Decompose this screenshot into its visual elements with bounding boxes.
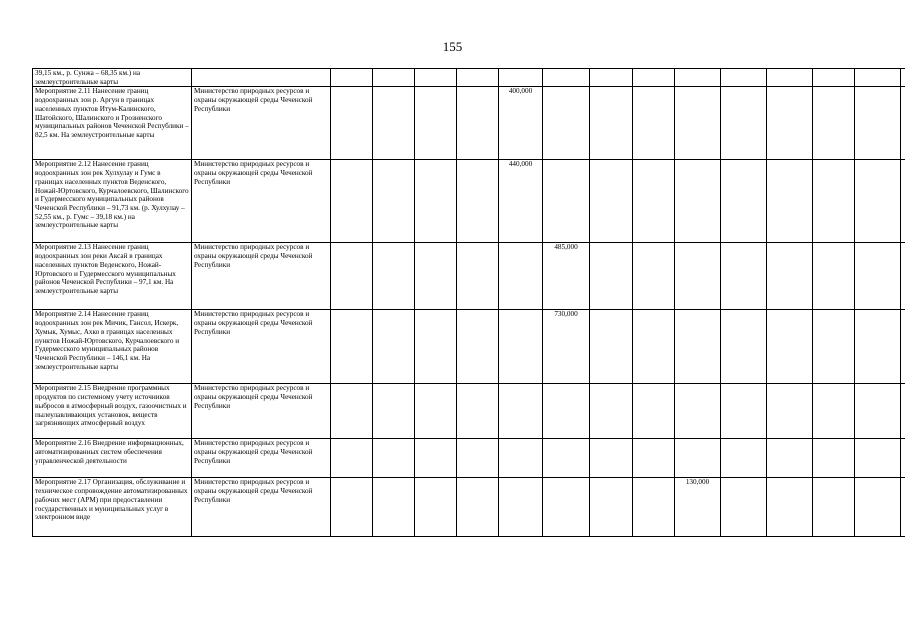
measure-description-cell: Мероприятие 2.14 Нанесение границ водоохранных зон рек Мичик, Гансол, Искерк, Хумык, Хумыс, Ахко в границах населенных пунктов Ножай-Юртовского, Курчалоевского и Гудермесского муниципальных районов Чеченской Республики – 146,1 км. На землеустроительные карты bbox=[33, 310, 192, 384]
funding-value-cell bbox=[331, 439, 373, 478]
funding-value-cell bbox=[721, 310, 767, 384]
funding-value-cell bbox=[543, 384, 590, 439]
table-row bbox=[33, 384, 905, 439]
table-row bbox=[33, 87, 905, 160]
funding-value-cell bbox=[813, 87, 855, 160]
funding-value-cell: 130,000 bbox=[675, 478, 721, 537]
responsible-executor-cell bbox=[192, 69, 331, 87]
funding-value-cell bbox=[373, 478, 415, 537]
funding-value-cell bbox=[415, 310, 457, 384]
funding-value-cell bbox=[415, 69, 457, 87]
funding-value-cell bbox=[633, 243, 675, 310]
table-row bbox=[33, 160, 905, 243]
funding-value-cell bbox=[415, 384, 457, 439]
funding-value-cell bbox=[721, 478, 767, 537]
funding-value-cell bbox=[457, 87, 499, 160]
funding-value-cell bbox=[415, 87, 457, 160]
funding-value-cell bbox=[331, 69, 373, 87]
funding-value-cell bbox=[373, 243, 415, 310]
funding-value-cell: 440,000 bbox=[499, 160, 543, 243]
funding-value-cell bbox=[457, 160, 499, 243]
funding-value-cell bbox=[499, 439, 543, 478]
funding-value-cell bbox=[415, 478, 457, 537]
funding-value-cell bbox=[767, 160, 813, 243]
funding-value-cell bbox=[813, 69, 855, 87]
funding-value-cell bbox=[590, 87, 633, 160]
funding-value-cell bbox=[457, 384, 499, 439]
funding-value-cell bbox=[373, 310, 415, 384]
funding-value-cell bbox=[543, 160, 590, 243]
funding-value-cell bbox=[813, 478, 855, 537]
funding-value-cell bbox=[457, 478, 499, 537]
table-body bbox=[33, 69, 905, 537]
funding-value-cell bbox=[590, 160, 633, 243]
measure-description-cell: Мероприятие 2.15 Внедрение программных продуктов по системному учету источников выбросов в атмосферный воздух, газоочистных и пылеулавливающих установок, веществ загрязняющих атмосферный воздух bbox=[33, 384, 192, 439]
funding-value-cell bbox=[543, 439, 590, 478]
funding-value-cell bbox=[855, 87, 901, 160]
funding-value-cell bbox=[457, 310, 499, 384]
funding-value-cell: 485,000 bbox=[543, 243, 590, 310]
funding-value-cell bbox=[675, 243, 721, 310]
funding-value-cell bbox=[855, 384, 901, 439]
table-row bbox=[33, 243, 905, 310]
responsible-executor-cell: Министерство природных ресурсов и охраны окружающей среды Чеченской Республики bbox=[192, 243, 331, 310]
responsible-executor-cell: Министерство природных ресурсов и охраны окружающей среды Чеченской Республики bbox=[192, 439, 331, 478]
funding-value-cell bbox=[590, 310, 633, 384]
funding-value-cell bbox=[590, 243, 633, 310]
budget-table bbox=[32, 68, 905, 537]
funding-value-cell bbox=[373, 160, 415, 243]
funding-value-cell bbox=[675, 87, 721, 160]
funding-value-cell bbox=[675, 69, 721, 87]
funding-value-cell bbox=[901, 439, 905, 478]
page-number: 155 bbox=[442, 39, 463, 54]
funding-value-cell bbox=[499, 243, 543, 310]
funding-value-cell bbox=[901, 310, 905, 384]
funding-value-cell: 730,000 bbox=[543, 310, 590, 384]
funding-value-cell bbox=[499, 69, 543, 87]
funding-value-cell bbox=[590, 384, 633, 439]
funding-value-cell bbox=[767, 384, 813, 439]
responsible-executor-cell: Министерство природных ресурсов и охраны окружающей среды Чеченской Республики bbox=[192, 160, 331, 243]
funding-value-cell bbox=[633, 478, 675, 537]
funding-value-cell bbox=[813, 310, 855, 384]
funding-value-cell bbox=[499, 310, 543, 384]
funding-value-cell bbox=[901, 384, 905, 439]
funding-value-cell bbox=[675, 384, 721, 439]
responsible-executor-cell: Министерство природных ресурсов и охраны окружающей среды Чеченской Республики bbox=[192, 384, 331, 439]
funding-value-cell bbox=[721, 384, 767, 439]
funding-value-cell bbox=[331, 384, 373, 439]
funding-value-cell bbox=[373, 384, 415, 439]
measure-description-cell: 39,15 км., р. Сунжа – 68,35 км.) на землеустроительные карты bbox=[33, 69, 192, 87]
funding-value-cell bbox=[331, 160, 373, 243]
funding-value-cell bbox=[543, 69, 590, 87]
funding-value-cell bbox=[901, 243, 905, 310]
funding-value-cell bbox=[675, 310, 721, 384]
funding-value-cell bbox=[590, 478, 633, 537]
funding-value-cell bbox=[373, 87, 415, 160]
funding-value-cell bbox=[457, 243, 499, 310]
measure-description-cell: Мероприятие 2.13 Нанесение границ водоохранных зон реки Аксай в границах населенных пунктов Веденского, Ножай-Юртовского и Гудермесского муниципальных районов Чеченской Республики – 97,1 км. На землеустроительные карты bbox=[33, 243, 192, 310]
funding-value-cell bbox=[721, 160, 767, 243]
funding-value-cell bbox=[855, 69, 901, 87]
funding-value-cell bbox=[721, 69, 767, 87]
funding-value-cell bbox=[633, 160, 675, 243]
funding-value-cell bbox=[331, 87, 373, 160]
funding-value-cell bbox=[633, 384, 675, 439]
funding-value-cell bbox=[499, 384, 543, 439]
funding-value-cell bbox=[767, 439, 813, 478]
funding-value-cell bbox=[813, 439, 855, 478]
funding-value-cell bbox=[415, 439, 457, 478]
responsible-executor-cell: Министерство природных ресурсов и охраны окружающей среды Чеченской Республики bbox=[192, 478, 331, 537]
funding-value-cell bbox=[855, 478, 901, 537]
table-row bbox=[33, 310, 905, 384]
funding-value-cell bbox=[331, 310, 373, 384]
funding-value-cell bbox=[457, 439, 499, 478]
funding-value-cell bbox=[457, 69, 499, 87]
responsible-executor-cell: Министерство природных ресурсов и охраны окружающей среды Чеченской Республики bbox=[192, 87, 331, 160]
measure-description-cell: Мероприятие 2.16 Внедрение информационных, автоматизированных систем обеспечения управленческой деятельности bbox=[33, 439, 192, 478]
funding-value-cell bbox=[721, 87, 767, 160]
funding-value-cell bbox=[415, 160, 457, 243]
funding-value-cell bbox=[590, 439, 633, 478]
funding-value-cell: 400,000 bbox=[499, 87, 543, 160]
measure-description-cell: Мероприятие 2.12 Нанесение границ водоохранных зон рек Хулхулау и Гумс в границах населенных пунктов Веденского, Ножай-Юртовского, Курчалоевского, Шалинского и Гудермесского муниципальных районов Чеченской Республики – 91,73 км. (р. Хулхулау – 52,55 км., р. Гумс – 39,18 км.) на землеустроительные карты bbox=[33, 160, 192, 243]
funding-value-cell bbox=[813, 160, 855, 243]
funding-value-cell bbox=[767, 478, 813, 537]
table-row bbox=[33, 69, 905, 87]
funding-value-cell bbox=[633, 439, 675, 478]
funding-value-cell bbox=[813, 384, 855, 439]
funding-value-cell bbox=[331, 478, 373, 537]
measure-description-cell: Мероприятие 2.11 Нанесение границ водоохранных зон р. Аргун в границах населенных пунктов Итум-Калинского, Шатойского, Шалинского и Грозненского муниципальных районов Чеченской Республики – 82,5 км. На землеустроительные карты bbox=[33, 87, 192, 160]
funding-value-cell bbox=[721, 439, 767, 478]
funding-value-cell bbox=[633, 310, 675, 384]
funding-value-cell bbox=[499, 478, 543, 537]
funding-value-cell bbox=[901, 87, 905, 160]
funding-value-cell bbox=[901, 69, 905, 87]
funding-value-cell bbox=[901, 478, 905, 537]
table-row bbox=[33, 478, 905, 537]
funding-value-cell bbox=[855, 310, 901, 384]
table-row bbox=[33, 439, 905, 478]
funding-value-cell bbox=[633, 69, 675, 87]
funding-value-cell bbox=[855, 439, 901, 478]
responsible-executor-cell: Министерство природных ресурсов и охраны окружающей среды Чеченской Республики bbox=[192, 310, 331, 384]
funding-value-cell bbox=[721, 243, 767, 310]
funding-value-cell bbox=[767, 310, 813, 384]
funding-value-cell bbox=[767, 87, 813, 160]
funding-value-cell bbox=[633, 87, 675, 160]
funding-value-cell bbox=[331, 243, 373, 310]
funding-value-cell bbox=[590, 69, 633, 87]
funding-value-cell bbox=[675, 439, 721, 478]
funding-value-cell bbox=[855, 243, 901, 310]
funding-value-cell bbox=[855, 160, 901, 243]
funding-value-cell bbox=[373, 439, 415, 478]
funding-value-cell bbox=[901, 160, 905, 243]
funding-value-cell bbox=[543, 478, 590, 537]
funding-value-cell bbox=[767, 243, 813, 310]
funding-value-cell bbox=[675, 160, 721, 243]
funding-value-cell bbox=[373, 69, 415, 87]
funding-value-cell bbox=[543, 87, 590, 160]
measure-description-cell: Мероприятие 2.17 Организация, обслуживание и техническое сопровождение автоматизированных рабочих мест (АРМ) при предоставлении государственных и муниципальных услуг в электронном виде bbox=[33, 478, 192, 537]
funding-value-cell bbox=[767, 69, 813, 87]
funding-value-cell bbox=[813, 243, 855, 310]
funding-value-cell bbox=[415, 243, 457, 310]
